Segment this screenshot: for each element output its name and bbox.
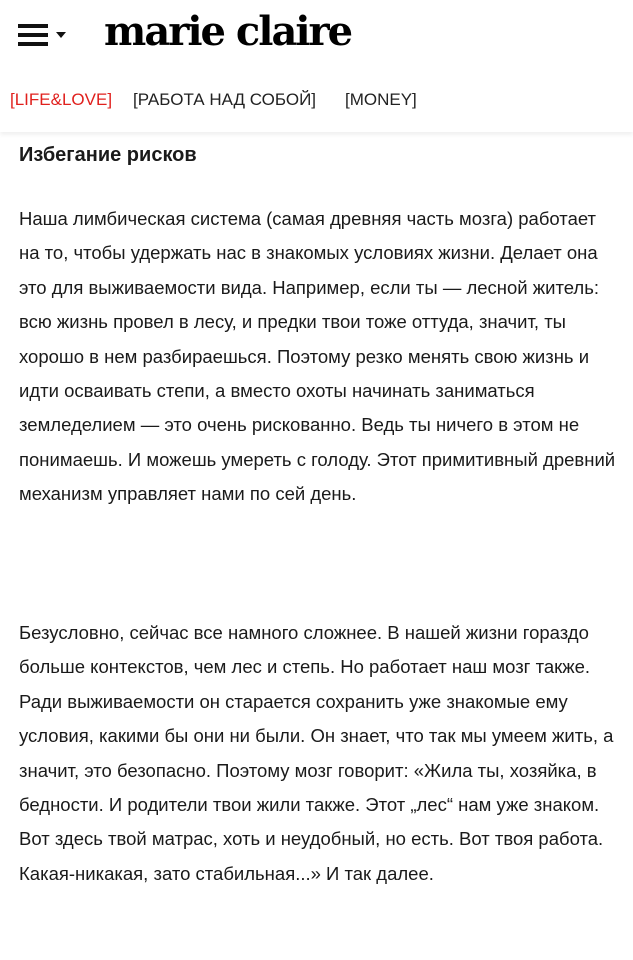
article-paragraph: Безусловно, сейчас все намного сложнее. В нашей жизни гораздо больше контекстов, чем лес и степь. Но работает наш мозг также. Ради выживаемости он старается сохранить уже знакомые ему условия, какими бы они ни были. Он знает, что так мы умеем жить, а значит, это безопасно. Поэтому мозг говорит: «Жила ты, хозяйка, в бедности. И родители твои жили также. Этот „лес“ нам уже знаком. Вот здесь твой матрас, хоть и неудобный, но есть. Вот твоя работа. Какая-никакая, зато стабильная...» И так далее.	[19, 622, 614, 884]
article-paragraph: Наша лимбическая система (самая древняя часть мозга) работает на то, чтобы удержать нас в знакомых условиях жизни. Делает она это для выживаемости вида. Например, если ты — лесной житель: всю жизнь провел в лесу, и предки твои тоже оттуда, значит, ты хорошо в нем разбираешься. Поэтому резко менять свою жизнь и идти осваивать степи, а вместо охоты начинать заниматься земледелием — это очень рискованно. Ведь ты ничего в этом не понимаешь. И можешь умереть с голоду. Этот примитивный древний механизм управляет нами по сей день.	[19, 208, 616, 505]
category-link-self-improvement[interactable]: [РАБОТА НАД СОБОЙ]	[133, 90, 317, 109]
category-link-money[interactable]: [MONEY]	[345, 90, 417, 109]
article-body	[19, 138, 619, 884]
menu-button[interactable]	[18, 22, 72, 48]
caret-down-icon	[56, 32, 66, 38]
site-logo[interactable]: marie claire	[104, 8, 352, 55]
hamburger-menu-icon	[18, 24, 48, 46]
category-link-life-love[interactable]: [LIFE&LOVE]	[10, 90, 113, 109]
site-header	[0, 0, 633, 68]
category-nav	[0, 68, 633, 132]
section-heading: Избегание рисков	[19, 144, 197, 166]
